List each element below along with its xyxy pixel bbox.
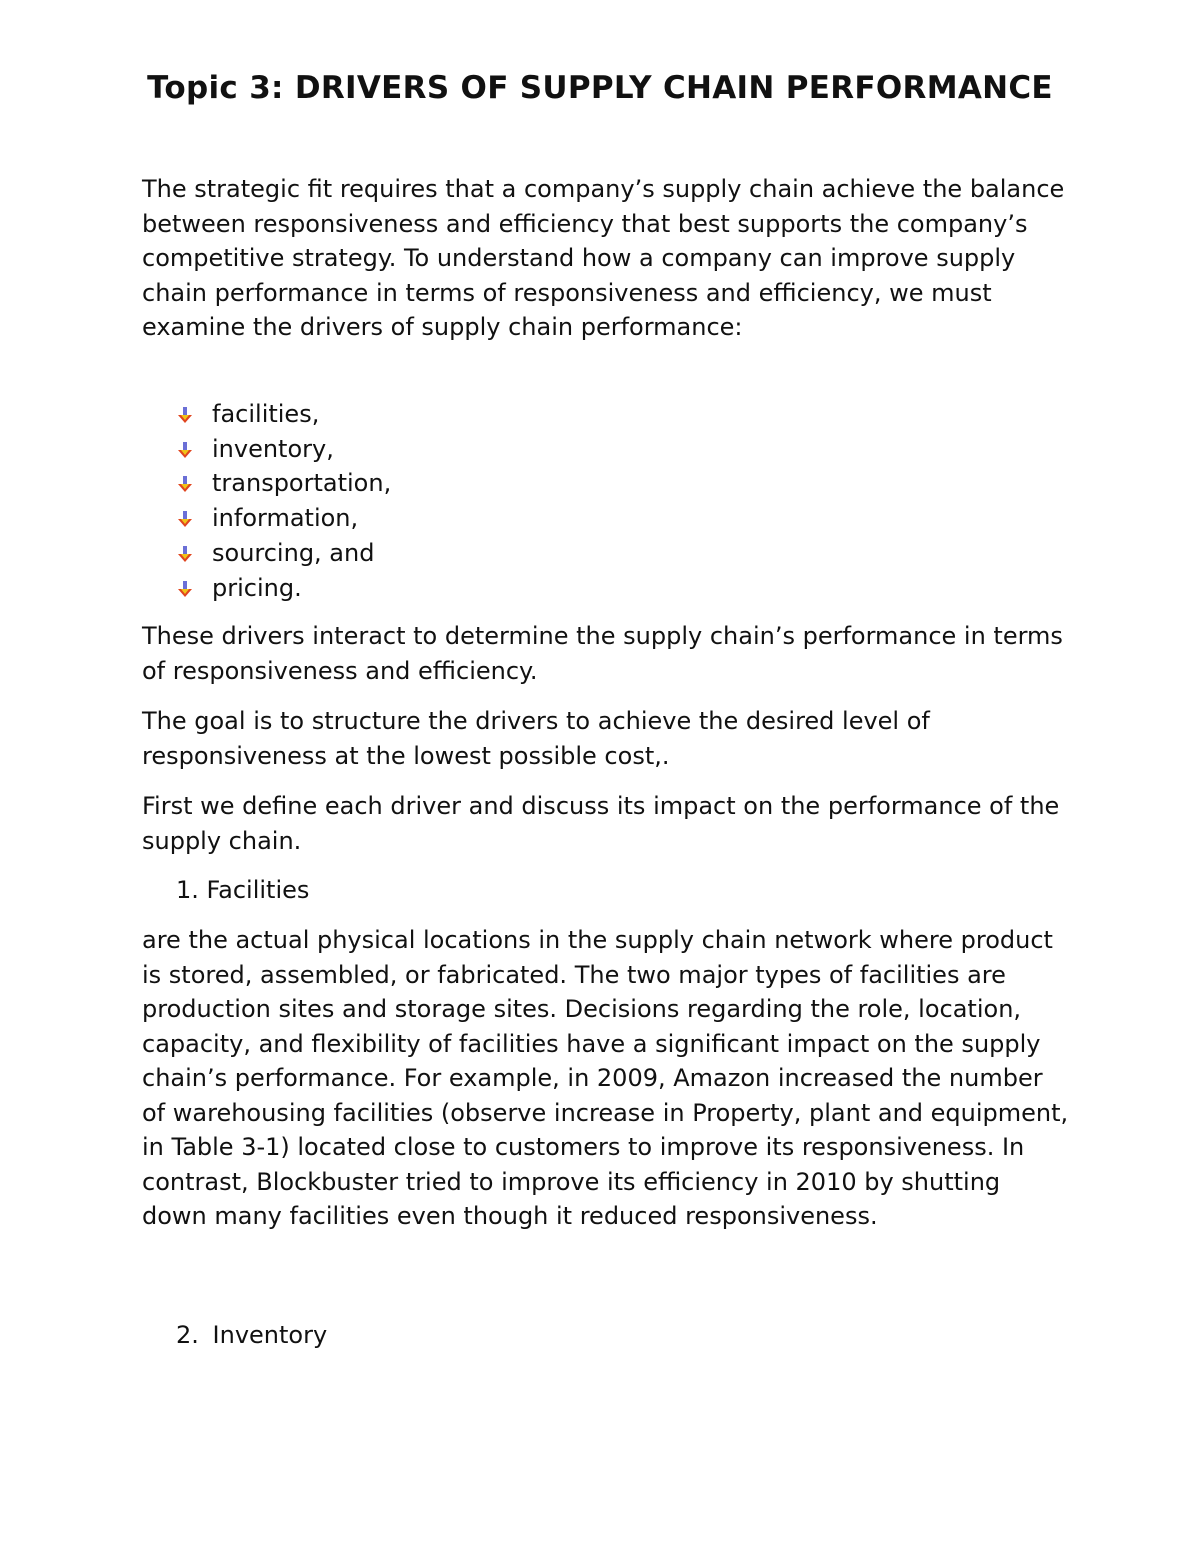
list-item-label: facilities,	[212, 400, 320, 428]
intro-paragraph: The strategic fit requires that a company’s supply chain achieve the balance between responsiveness and efficiency that best supports the company’s competitive strategy. To understand how a company can improve supply chain performance in terms of responsiveness and efficiency, we must examine the drivers of supply chain performance:	[142, 175, 1065, 341]
facilities-paragraph: are the actual physical locations in the supply chain network where product is stored, assembled, or fabricated. The two major types of facilities are production sites and storage sites. Decisions regarding the role, location, capacity, and flexibility of facilities have a significant impact on the supply chain’s performance. For example, in 2009, Amazon increased the number of warehousing facilities (observe increase in Property, plant and equipment, in Table 3-1) located close to customers to improve its responsiveness. In contrast, Blockbuster tried to improve its efficiency in 2010 by shutting down many facilities even though it reduced responsiveness.	[142, 926, 1069, 1230]
list-item	[178, 432, 391, 467]
drivers-list	[178, 397, 391, 605]
arrow-down-bullet-icon	[178, 545, 192, 563]
page-title: Topic 3: DRIVERS OF SUPPLY CHAIN PERFORMANCE	[147, 70, 1053, 106]
goal-paragraph: The goal is to structure the drivers to achieve the desired level of responsiveness at the lowest possible cost,.	[142, 707, 930, 770]
section-title: Facilities	[206, 876, 310, 904]
arrow-down-bullet-icon	[178, 580, 192, 598]
section-heading-facilities	[176, 873, 309, 907]
list-item	[178, 397, 391, 432]
first-paragraph: First we define each driver and discuss its impact on the performance of the supply chain.	[142, 792, 1060, 855]
section-number: 1.	[176, 876, 199, 904]
arrow-down-bullet-icon	[178, 475, 192, 493]
list-item	[178, 571, 391, 606]
section-title: Inventory	[212, 1321, 328, 1349]
section-heading-inventory	[176, 1318, 327, 1352]
list-item-label: sourcing, and	[212, 538, 375, 567]
interact-paragraph: These drivers interact to determine the supply chain’s performance in terms of responsiveness and efficiency.	[142, 622, 1063, 685]
list-item	[178, 466, 391, 501]
arrow-down-bullet-icon	[178, 406, 192, 424]
list-item-label: pricing.	[212, 573, 302, 602]
arrow-down-bullet-icon	[178, 510, 192, 528]
arrow-down-bullet-icon	[178, 441, 192, 459]
list-item-label: information,	[212, 504, 359, 533]
list-item-label: transportation,	[212, 469, 392, 498]
list-item	[178, 501, 391, 536]
section-number: 2.	[176, 1321, 199, 1349]
list-item-label: inventory,	[212, 434, 334, 463]
list-item	[178, 536, 391, 571]
